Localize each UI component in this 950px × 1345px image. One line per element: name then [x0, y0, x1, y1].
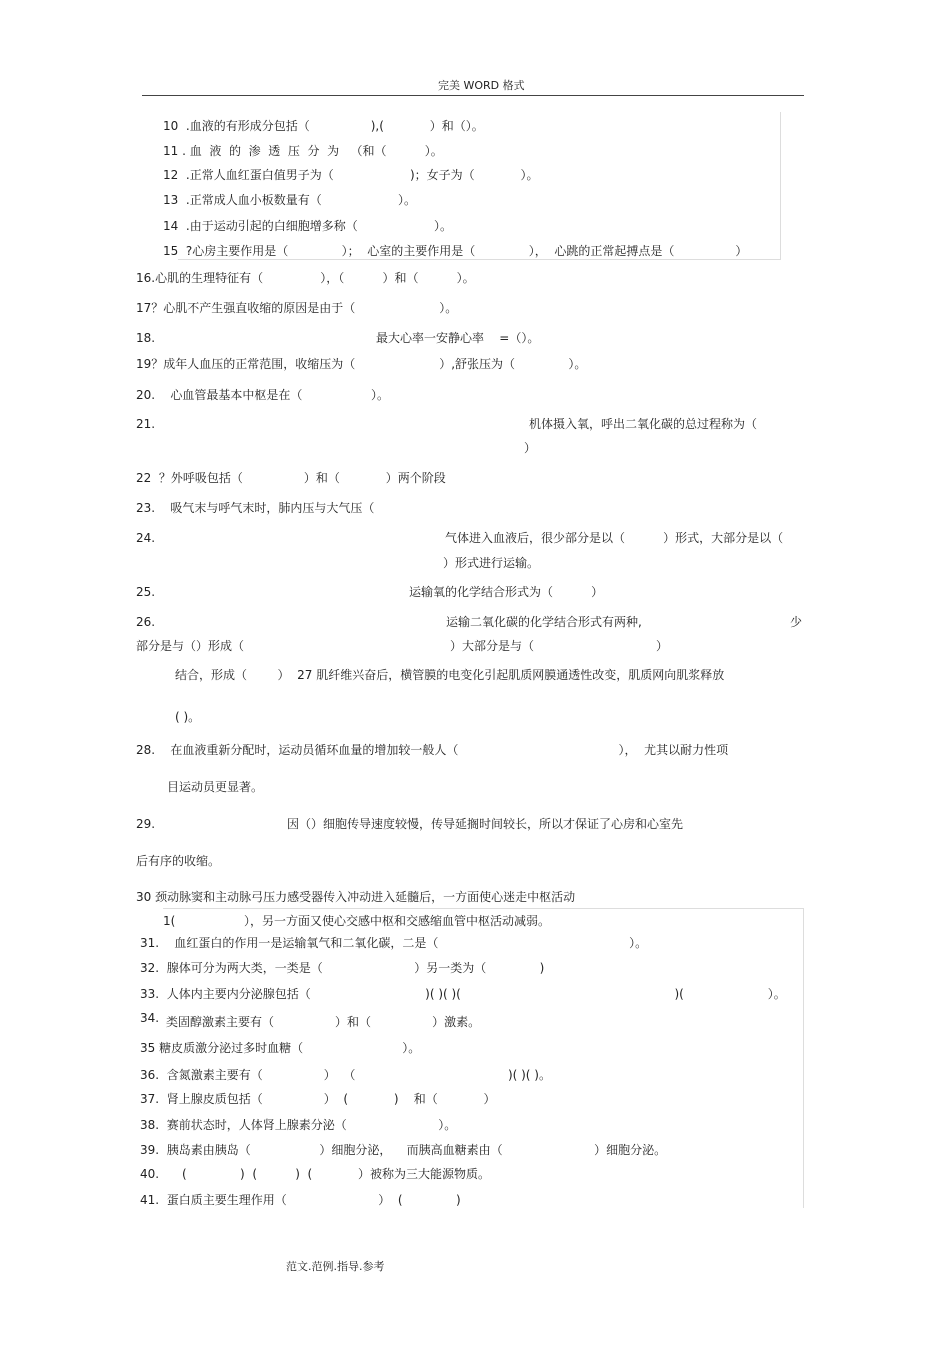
question-28: 28. 在血液重新分配时，运动员循环血量的增加较一般人（ ）， 尤其以耐力性项	[136, 743, 729, 757]
question-30: 30 颈动脉窦和主动脉弓压力感受器传入冲动进入延髓后，一方面使心迷走中枢活动	[136, 890, 576, 904]
question-13: 13 .正常成人血小板数量有（ ）。	[163, 193, 417, 207]
question-26-continued: 部分是与（）形成（ ）大部分是与（ ）	[136, 639, 669, 653]
question-11: 11 . 血 液 的 渗 透 压 分 为 （和（ ）。	[163, 144, 443, 158]
box-border-right-bottom	[803, 908, 804, 1208]
question-30-continued: 1( ），另一方面又使心交感中枢和交感缩血管中枢活动减弱。	[163, 914, 550, 928]
question-14: 14 .由于运动引起的白细胞增多称（ ）。	[163, 219, 453, 233]
question-40: 40. ( ) ( ) ( ）被称为三大能源物质。	[140, 1167, 490, 1181]
question-22: 22 ？外呼吸包括（ ）和（ ）两个阶段	[136, 471, 446, 485]
question-29-text: 因（）细胞传导速度较慢，传导延搁时间较长，所以才保证了心房和心室先	[287, 817, 684, 831]
question-26-number: 26.	[136, 615, 156, 629]
question-37: 37. 肾上腺皮质包括（ ） ( ) 和（ ）	[140, 1092, 496, 1106]
box-border-top-bottom	[163, 908, 803, 909]
question-21-number: 21.	[136, 417, 156, 431]
question-29-continued: 后有序的收缩。	[136, 854, 221, 868]
question-33: 33. 人体内主要内分泌腺包括（ )( )( )( )( ）。	[140, 987, 786, 1001]
question-20: 20. 心血管最基本中枢是在（ ）。	[136, 388, 390, 402]
question-16: 16.心肌的生理特征有（ ），（ ）和（ ）。	[136, 271, 475, 285]
question-35: 35 糖皮质激分泌过多时血糖（ ）。	[140, 1041, 421, 1055]
question-27-continued: ( )。	[175, 710, 201, 724]
question-27-line: 结合，形成（ ） 27 肌纤维兴奋后，横管膜的电变化引起肌质网膜通透性改变，肌质网向肌浆释放	[175, 668, 725, 682]
question-38: 38. 赛前状态时，人体肾上腺素分泌（ ）。	[140, 1118, 457, 1132]
question-26-text: 运输二氧化碳的化学结合形式有两种,	[446, 615, 642, 629]
question-23: 23. 吸气末与呼气末时，肺内压与大气压（	[136, 501, 375, 515]
question-15: 15 ?心房主要作用是（ ）； 心室的主要作用是（ ）， 心跳的正常起搏点是（ ）	[163, 244, 748, 258]
question-39: 39. 胰岛素由胰岛（ ）细胞分泌， 而胰高血糖素由（ ）细胞分泌。	[140, 1143, 667, 1157]
question-10: 10 .血液的有形成分包括（ ),( ）和（）。	[163, 119, 484, 133]
question-29-number: 29.	[136, 817, 156, 831]
question-24-continued: ）形式进行运输。	[443, 556, 540, 570]
question-32: 32. 腺体可分为两大类，一类是（ ）另一类为（ )	[140, 961, 545, 975]
question-28-continued: 目运动员更显著。	[167, 780, 264, 794]
question-24-number: 24.	[136, 531, 156, 545]
page-header: 完美 WORD 格式	[438, 79, 525, 92]
question-12: 12 .正常人血红蛋白值男子为（ )；女子为（ ）。	[163, 168, 539, 182]
question-18-number: 18.	[136, 331, 156, 345]
question-31: 31. 血红蛋白的作用一是运输氧气和二氧化碳，二是（ ）。	[140, 936, 648, 950]
question-21-close: ）	[524, 441, 537, 455]
question-21-text: 机体摄入氧，呼出二氧化碳的总过程称为（	[529, 417, 758, 431]
question-19: 19？成年人血压的正常范围，收缩压为（ ）,舒张压为（ ）。	[136, 357, 587, 371]
question-17: 17？心肌不产生强直收缩的原因是由于（ ）。	[136, 301, 458, 315]
question-25-number: 25.	[136, 585, 156, 599]
question-36: 36. 含氮激素主要有（ ） （ )( )( )。	[140, 1068, 551, 1082]
question-25-text: 运输氧的化学结合形式为（ ）	[409, 585, 604, 599]
question-24-text: 气体进入血液后，很少部分是以（ ）形式，大部分是以（	[445, 531, 784, 545]
box-border-bottom-top	[178, 259, 780, 260]
question-26-tail: 少	[790, 615, 803, 629]
question-34-number: 34.	[140, 1011, 160, 1025]
page-footer: 范文.范例.指导.参考	[286, 1260, 385, 1273]
question-41: 41. 蛋白质主要生理作用（ ） ( )	[140, 1193, 461, 1207]
box-border-right-top	[780, 112, 781, 260]
header-rule	[142, 95, 804, 96]
question-18-text: 最大心率一安静心率 =（）。	[376, 331, 540, 345]
question-34-text: 类固醇激素主要有（ ）和（ ）激素。	[166, 1015, 481, 1029]
